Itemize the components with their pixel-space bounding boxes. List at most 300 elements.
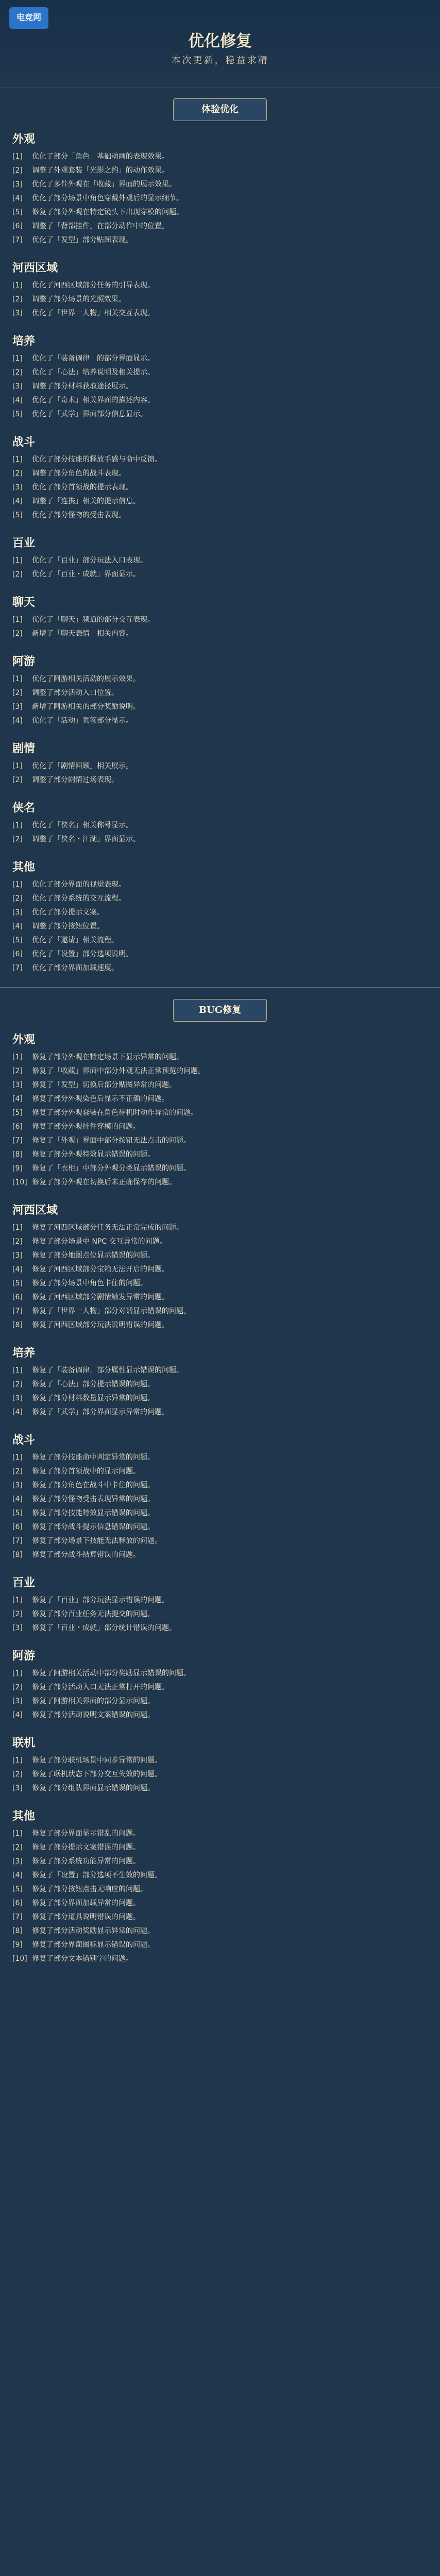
item-index: [2] bbox=[12, 166, 23, 175]
list-item bbox=[12, 1177, 428, 1188]
list-item bbox=[12, 1696, 428, 1707]
list-item bbox=[12, 468, 428, 479]
section-divider bbox=[0, 987, 440, 988]
category bbox=[12, 740, 428, 786]
item-text: 修复了「世界一人物」部分对话显示错误的问题。 bbox=[32, 1307, 191, 1315]
item-index: [8] bbox=[12, 1321, 23, 1329]
item-index: [7] bbox=[12, 1137, 23, 1145]
item-index: [5] bbox=[12, 1279, 23, 1287]
category-title: 聊天 bbox=[12, 596, 36, 609]
item-text: 修复了部分界面显示错乱的问题。 bbox=[32, 1829, 140, 1838]
item-text: 优化了「装备调律」的部分界面显示。 bbox=[32, 354, 155, 363]
item-text: 修复了阿游相关活动中部分奖励显示错误的问题。 bbox=[32, 1669, 191, 1677]
list-item bbox=[12, 1278, 428, 1289]
list-item bbox=[12, 702, 428, 713]
item-text: 修复了联机状态下部分交互失效的问题。 bbox=[32, 1770, 162, 1778]
item-index: [8] bbox=[12, 1551, 23, 1559]
item-index: [6] bbox=[12, 1523, 23, 1531]
list-item bbox=[12, 963, 428, 974]
item-text: 修复了河西区域部分剧情触发异常的问题。 bbox=[32, 1293, 169, 1301]
item-text: 优化了「设置」部分选项说明。 bbox=[32, 950, 133, 958]
item-index: [7] bbox=[12, 236, 23, 244]
item-index: [2] bbox=[12, 1770, 23, 1778]
item-text: 修复了部分组队界面显示错误的问题。 bbox=[32, 1784, 155, 1792]
item-text: 修复了部分战斗结算错误的问题。 bbox=[32, 1551, 140, 1559]
item-index: [4] bbox=[12, 396, 23, 404]
item-index: [2] bbox=[12, 1067, 23, 1075]
list-item bbox=[12, 1623, 428, 1634]
section-banner: 体验优化 bbox=[173, 98, 267, 121]
item-text: 优化了「聊天」频道的部分交互表现。 bbox=[32, 616, 155, 624]
item-text: 修复了部分地图点位显示错误的问题。 bbox=[32, 1251, 155, 1260]
item-text: 优化了「活动」页签部分显示。 bbox=[32, 717, 133, 725]
item-text: 修复了「心法」部分提示错误的问题。 bbox=[32, 1380, 155, 1388]
item-text: 修复了部分外观染色后显示不正确的问题。 bbox=[32, 1095, 169, 1103]
item-index: [3] bbox=[12, 1697, 23, 1705]
item-index: [2] bbox=[12, 835, 23, 843]
list-item bbox=[12, 395, 428, 406]
item-index: [5] bbox=[12, 936, 23, 944]
item-index: [2] bbox=[12, 894, 23, 903]
category bbox=[12, 653, 428, 726]
item-text: 优化了河西区域部分任务的引导表现。 bbox=[32, 281, 155, 290]
item-index: [7] bbox=[12, 1537, 23, 1545]
item-text: 修复了部分活动说明文案错误的问题。 bbox=[32, 1711, 155, 1719]
item-index: [7] bbox=[12, 964, 23, 972]
item-index: [4] bbox=[12, 497, 23, 505]
item-index: [4] bbox=[12, 194, 23, 202]
item-text: 修复了部分外观挂件穿模的问题。 bbox=[32, 1123, 140, 1131]
item-index: [5] bbox=[12, 1885, 23, 1893]
item-text: 优化了「侠名」相关称号显示。 bbox=[32, 821, 133, 829]
category bbox=[12, 1734, 428, 1794]
list-item bbox=[12, 820, 428, 831]
item-index: [3] bbox=[12, 1857, 23, 1866]
item-text: 修复了部分提示文案错误的问题。 bbox=[32, 1843, 140, 1852]
item-index: [3] bbox=[12, 908, 23, 917]
category bbox=[12, 130, 428, 246]
item-index: [1] bbox=[12, 616, 23, 624]
list-item bbox=[12, 688, 428, 699]
category-title: 阿游 bbox=[12, 655, 36, 668]
list-item bbox=[12, 1842, 428, 1853]
item-text: 修复了「百业・成就」部分统计错误的问题。 bbox=[32, 1624, 176, 1632]
category-title: 河西区域 bbox=[12, 261, 58, 275]
list-item bbox=[12, 207, 428, 218]
item-text: 优化了「剧情回顾」相关展示。 bbox=[32, 762, 133, 770]
item-index: [5] bbox=[12, 1109, 23, 1117]
list-item bbox=[12, 921, 428, 932]
item-index: [3] bbox=[12, 309, 23, 317]
list-item bbox=[12, 775, 428, 786]
item-index: [1] bbox=[12, 1224, 23, 1232]
item-text: 修复了「收藏」界面中部分外观无法正常预览的问题。 bbox=[32, 1067, 205, 1075]
item-text: 调整了「连携」相关的提示信息。 bbox=[32, 497, 140, 505]
item-text: 修复了部分外观在特定场景下显示异常的问题。 bbox=[32, 1053, 183, 1061]
item-index: [1] bbox=[12, 152, 23, 161]
item-index: [1] bbox=[12, 762, 23, 770]
page-title: 优化修复 bbox=[188, 32, 252, 50]
list-item bbox=[12, 1163, 428, 1174]
item-index: [4] bbox=[12, 1408, 23, 1416]
item-text: 调整了部分按钮位置。 bbox=[32, 922, 104, 930]
list-item bbox=[12, 1292, 428, 1303]
item-index: [1] bbox=[12, 1366, 23, 1375]
item-index: [8] bbox=[12, 1927, 23, 1935]
list-item bbox=[12, 1783, 428, 1794]
category bbox=[12, 1201, 428, 1331]
item-text: 修复了部分文本错别字的问题。 bbox=[32, 1955, 133, 1963]
item-text: 修复了阿游相关界面的部分显示问题。 bbox=[32, 1697, 155, 1705]
list-item bbox=[12, 235, 428, 246]
list-item bbox=[12, 165, 428, 176]
list-item bbox=[12, 308, 428, 319]
item-index: [3] bbox=[12, 180, 23, 189]
item-index: [9] bbox=[12, 1164, 23, 1173]
item-index: [3] bbox=[12, 483, 23, 492]
item-index: [1] bbox=[12, 1756, 23, 1765]
item-index: [6] bbox=[12, 1123, 23, 1131]
list-item bbox=[12, 409, 428, 420]
list-item bbox=[12, 1828, 428, 1839]
section-1 bbox=[0, 999, 440, 1964]
item-text: 调整了部分活动入口位置。 bbox=[32, 689, 119, 697]
item-text: 优化了部分场景中角色穿戴外观后的显示细节。 bbox=[32, 194, 183, 202]
category bbox=[12, 1807, 428, 1964]
item-text: 修复了部分道具说明错误的问题。 bbox=[32, 1913, 140, 1921]
category-title: 百业 bbox=[12, 536, 36, 550]
item-index: [6] bbox=[12, 222, 23, 230]
category bbox=[12, 1431, 428, 1561]
item-index: [5] bbox=[12, 1509, 23, 1517]
item-index: [7] bbox=[12, 1913, 23, 1921]
list-item bbox=[12, 179, 428, 190]
list-item bbox=[12, 555, 428, 566]
item-index: [1] bbox=[12, 455, 23, 464]
item-index: [7] bbox=[12, 1307, 23, 1315]
list-item bbox=[12, 1870, 428, 1881]
item-index: [6] bbox=[12, 950, 23, 958]
list-item bbox=[12, 482, 428, 493]
category-title: 战斗 bbox=[12, 1433, 36, 1447]
list-item bbox=[12, 1052, 428, 1063]
category-title: 外观 bbox=[12, 1033, 36, 1046]
category bbox=[12, 1031, 428, 1188]
list-item bbox=[12, 1108, 428, 1118]
item-text: 优化了部分界面加载速度。 bbox=[32, 964, 119, 972]
list-item bbox=[12, 1066, 428, 1077]
item-text: 修复了部分外观在切换后未正确保存的问题。 bbox=[32, 1178, 176, 1187]
item-index: [1] bbox=[12, 281, 23, 290]
item-text: 优化了「世界一人物」相关交互表现。 bbox=[32, 309, 155, 317]
list-item bbox=[12, 1250, 428, 1261]
item-index: [4] bbox=[12, 922, 23, 930]
list-item bbox=[12, 1755, 428, 1766]
list-item bbox=[12, 1710, 428, 1721]
list-item bbox=[12, 1609, 428, 1620]
item-index: [6] bbox=[12, 1899, 23, 1907]
item-text: 修复了「外观」界面中部分按钮无法点击的问题。 bbox=[32, 1137, 191, 1145]
item-index: [1] bbox=[12, 1453, 23, 1462]
list-item bbox=[12, 193, 428, 204]
list-item bbox=[12, 1223, 428, 1233]
item-index: [2] bbox=[12, 570, 23, 579]
category-title: 百业 bbox=[12, 1576, 36, 1589]
item-text: 修复了部分材料数量显示异常的问题。 bbox=[32, 1394, 155, 1402]
category bbox=[12, 259, 428, 319]
list-item bbox=[12, 221, 428, 232]
category bbox=[12, 433, 428, 521]
item-text: 修复了部分按钮点击无响应的问题。 bbox=[32, 1885, 147, 1893]
category bbox=[12, 1574, 428, 1634]
item-text: 修复了部分联机场景中同步异常的问题。 bbox=[32, 1756, 162, 1765]
list-item bbox=[12, 1595, 428, 1606]
item-text: 修复了「设置」部分选项不生效的问题。 bbox=[32, 1871, 162, 1879]
category bbox=[12, 858, 428, 974]
item-text: 优化了部分怪物的受击表现。 bbox=[32, 511, 126, 519]
list-item bbox=[12, 1912, 428, 1923]
list-item bbox=[12, 1884, 428, 1895]
category bbox=[12, 1647, 428, 1721]
item-index: [4] bbox=[12, 1265, 23, 1274]
category bbox=[12, 594, 428, 639]
item-index: [3] bbox=[12, 1481, 23, 1489]
list-item bbox=[12, 1393, 428, 1404]
item-index: [1] bbox=[12, 1829, 23, 1838]
item-text: 修复了「装备调律」部分属性显示错误的问题。 bbox=[32, 1366, 183, 1375]
list-item bbox=[12, 629, 428, 639]
list-item bbox=[12, 1407, 428, 1418]
list-item bbox=[12, 1480, 428, 1491]
item-index: [2] bbox=[12, 1610, 23, 1618]
item-text: 修复了部分系统功能异常的问题。 bbox=[32, 1857, 140, 1866]
list-item bbox=[12, 1466, 428, 1477]
item-text: 优化了「邀请」相关流程。 bbox=[32, 936, 119, 944]
item-text: 调整了部分场景的光照效果。 bbox=[32, 295, 126, 303]
item-text: 优化了「奇术」相关界面的描述内容。 bbox=[32, 396, 155, 404]
item-index: [5] bbox=[12, 511, 23, 519]
category bbox=[12, 534, 428, 580]
item-text: 修复了部分技能特效显示错误的问题。 bbox=[32, 1509, 155, 1517]
item-index: [4] bbox=[12, 1711, 23, 1719]
item-index: [3] bbox=[12, 1624, 23, 1632]
item-text: 修复了「百业」部分玩法显示错误的问题。 bbox=[32, 1596, 169, 1604]
list-item bbox=[12, 294, 428, 305]
content bbox=[0, 98, 440, 1989]
list-item bbox=[12, 879, 428, 890]
item-text: 修复了「武学」部分界面显示异常的问题。 bbox=[32, 1408, 169, 1416]
list-item bbox=[12, 1522, 428, 1533]
item-index: [5] bbox=[12, 208, 23, 216]
item-text: 修复了部分界面图标显示错误的问题。 bbox=[32, 1941, 155, 1949]
item-index: [2] bbox=[12, 368, 23, 377]
list-item bbox=[12, 569, 428, 580]
item-index: [1] bbox=[12, 556, 23, 565]
list-item bbox=[12, 893, 428, 904]
item-text: 修复了部分怪物受击表现异常的问题。 bbox=[32, 1495, 155, 1503]
list-item bbox=[12, 1306, 428, 1317]
category-title: 其他 bbox=[12, 1809, 36, 1823]
section-0 bbox=[0, 98, 440, 974]
item-index: [2] bbox=[12, 630, 23, 638]
list-item bbox=[12, 367, 428, 378]
item-text: 修复了部分外观在特定镜头下出现穿模的问题。 bbox=[32, 208, 183, 216]
category-title: 其他 bbox=[12, 860, 36, 874]
list-item bbox=[12, 496, 428, 507]
list-item bbox=[12, 1856, 428, 1867]
item-text: 新增了「聊天表情」相关内容。 bbox=[32, 630, 133, 638]
list-item bbox=[12, 454, 428, 465]
category-title: 战斗 bbox=[12, 435, 36, 449]
category-title: 培养 bbox=[12, 334, 36, 348]
item-index: [1] bbox=[12, 1596, 23, 1604]
item-text: 优化了部分系统的交互流程。 bbox=[32, 894, 126, 903]
item-index: [3] bbox=[12, 382, 23, 391]
item-text: 优化了部分首领战的提示表现。 bbox=[32, 483, 133, 492]
item-index: [3] bbox=[12, 703, 23, 711]
item-text: 优化了「武学」界面部分信息显示。 bbox=[32, 410, 147, 418]
brand-logo: 电竞网 bbox=[9, 7, 48, 29]
item-text: 优化了多件外观在「收藏」界面的展示效果。 bbox=[32, 180, 176, 189]
item-text: 修复了部分外观套装在角色待机时动作异常的问题。 bbox=[32, 1109, 198, 1117]
item-index: [1] bbox=[12, 880, 23, 889]
item-index: [4] bbox=[12, 1495, 23, 1503]
list-item bbox=[12, 1536, 428, 1547]
item-index: [2] bbox=[12, 1683, 23, 1691]
item-index: [4] bbox=[12, 1095, 23, 1103]
item-index: [4] bbox=[12, 1871, 23, 1879]
list-item bbox=[12, 1094, 428, 1105]
item-text: 优化了部分技能的释放手感与命中反馈。 bbox=[32, 455, 162, 464]
item-index: [9] bbox=[12, 1941, 23, 1949]
list-item bbox=[12, 1550, 428, 1561]
item-index: [5] bbox=[12, 410, 23, 418]
item-index: [2] bbox=[12, 1467, 23, 1476]
item-text: 调整了「侠名・江湖」界面显示。 bbox=[32, 835, 140, 843]
list-item bbox=[12, 935, 428, 946]
list-item bbox=[12, 674, 428, 685]
list-item bbox=[12, 1954, 428, 1964]
list-item bbox=[12, 1940, 428, 1951]
list-item bbox=[12, 1668, 428, 1679]
category bbox=[12, 1344, 428, 1418]
category bbox=[12, 332, 428, 420]
item-text: 修复了河西区域部分宝箱无法开启的问题。 bbox=[32, 1265, 169, 1274]
item-text: 修复了部分战斗提示信息错误的问题。 bbox=[32, 1523, 155, 1531]
list-item bbox=[12, 1136, 428, 1146]
category-title: 联机 bbox=[12, 1736, 36, 1750]
item-index: [2] bbox=[12, 469, 23, 478]
list-item bbox=[12, 1149, 428, 1160]
list-item bbox=[12, 1122, 428, 1132]
item-text: 优化了「百业」部分玩法入口表现。 bbox=[32, 556, 147, 565]
item-index: [3] bbox=[12, 1394, 23, 1402]
category-title: 外观 bbox=[12, 132, 36, 146]
item-index: [1] bbox=[12, 821, 23, 829]
list-item bbox=[12, 1379, 428, 1390]
item-text: 修复了「衣柜」中部分外观分类显示错误的问题。 bbox=[32, 1164, 191, 1173]
item-index: [2] bbox=[12, 776, 23, 784]
list-item bbox=[12, 1080, 428, 1091]
item-index: [10] bbox=[12, 1178, 27, 1187]
list-item bbox=[12, 1682, 428, 1693]
list-item bbox=[12, 834, 428, 845]
item-text: 修复了部分角色在战斗中卡住的问题。 bbox=[32, 1481, 155, 1489]
category-title: 河西区域 bbox=[12, 1204, 58, 1217]
list-item bbox=[12, 907, 428, 918]
item-index: [10] bbox=[12, 1955, 27, 1963]
header bbox=[0, 0, 440, 88]
item-index: [2] bbox=[12, 295, 23, 303]
list-item bbox=[12, 381, 428, 392]
list-item bbox=[12, 1769, 428, 1780]
category-title: 剧情 bbox=[12, 742, 36, 755]
item-index: [2] bbox=[12, 689, 23, 697]
item-text: 优化了部分界面的视觉表现。 bbox=[32, 880, 126, 889]
category-title: 培养 bbox=[12, 1346, 36, 1360]
list-item bbox=[12, 1264, 428, 1275]
item-text: 修复了「发型」切换后部分贴图异常的问题。 bbox=[32, 1081, 176, 1089]
item-text: 修复了部分外观特效显示错误的问题。 bbox=[32, 1150, 155, 1159]
item-text: 修复了部分场景中角色卡住的问题。 bbox=[32, 1279, 147, 1287]
list-item bbox=[12, 280, 428, 291]
list-item bbox=[12, 761, 428, 772]
item-text: 优化了「百业・成就」界面显示。 bbox=[32, 570, 140, 579]
item-text: 修复了部分活动入口无法正常打开的问题。 bbox=[32, 1683, 169, 1691]
item-index: [1] bbox=[12, 1053, 23, 1061]
list-item bbox=[12, 1236, 428, 1247]
item-text: 修复了河西区域部分任务无法正常完成的问题。 bbox=[32, 1224, 183, 1232]
item-index: [1] bbox=[12, 675, 23, 683]
item-index: [1] bbox=[12, 354, 23, 363]
list-item bbox=[12, 716, 428, 726]
item-text: 调整了部分剧情过场表现。 bbox=[32, 776, 119, 784]
list-item bbox=[12, 1494, 428, 1505]
section-banner: BUG修复 bbox=[173, 999, 267, 1022]
item-index: [2] bbox=[12, 1238, 23, 1246]
item-text: 调整了外观套装「光影之约」的动作效果。 bbox=[32, 166, 169, 175]
item-index: [3] bbox=[12, 1081, 23, 1089]
bottom-spacing bbox=[0, 1978, 440, 1989]
item-text: 调整了「背部挂件」在部分动作中的位置。 bbox=[32, 222, 169, 230]
category-title: 侠名 bbox=[12, 801, 36, 815]
item-index: [2] bbox=[12, 1380, 23, 1388]
item-text: 调整了部分材料获取途径展示。 bbox=[32, 382, 133, 391]
item-text: 新增了阿游相关的部分奖励说明。 bbox=[32, 703, 140, 711]
list-item bbox=[12, 949, 428, 960]
list-item bbox=[12, 151, 428, 162]
item-text: 修复了部分百业任务无法提交的问题。 bbox=[32, 1610, 155, 1618]
item-index: [3] bbox=[12, 1784, 23, 1792]
item-text: 修复了河西区域部分玩法说明错误的问题。 bbox=[32, 1321, 169, 1329]
item-index: [1] bbox=[12, 1669, 23, 1677]
item-text: 优化了「发型」部分贴图表现。 bbox=[32, 236, 133, 244]
item-index: [8] bbox=[12, 1150, 23, 1159]
list-item bbox=[12, 1898, 428, 1909]
item-text: 优化了部分「角色」基础动画的表现效果。 bbox=[32, 152, 169, 161]
item-text: 优化了阿游相关活动的展示效果。 bbox=[32, 675, 140, 683]
item-index: [4] bbox=[12, 717, 23, 725]
list-item bbox=[12, 1452, 428, 1463]
list-item bbox=[12, 510, 428, 521]
list-item bbox=[12, 615, 428, 625]
item-index: [3] bbox=[12, 1251, 23, 1260]
category-title: 阿游 bbox=[12, 1649, 36, 1663]
item-text: 修复了部分场景下技能无法释放的问题。 bbox=[32, 1537, 162, 1545]
item-text: 修复了部分界面加载异常的问题。 bbox=[32, 1899, 140, 1907]
item-text: 修复了部分活动奖励显示异常的问题。 bbox=[32, 1927, 155, 1935]
item-text: 修复了部分首领战中的显示问题。 bbox=[32, 1467, 140, 1476]
